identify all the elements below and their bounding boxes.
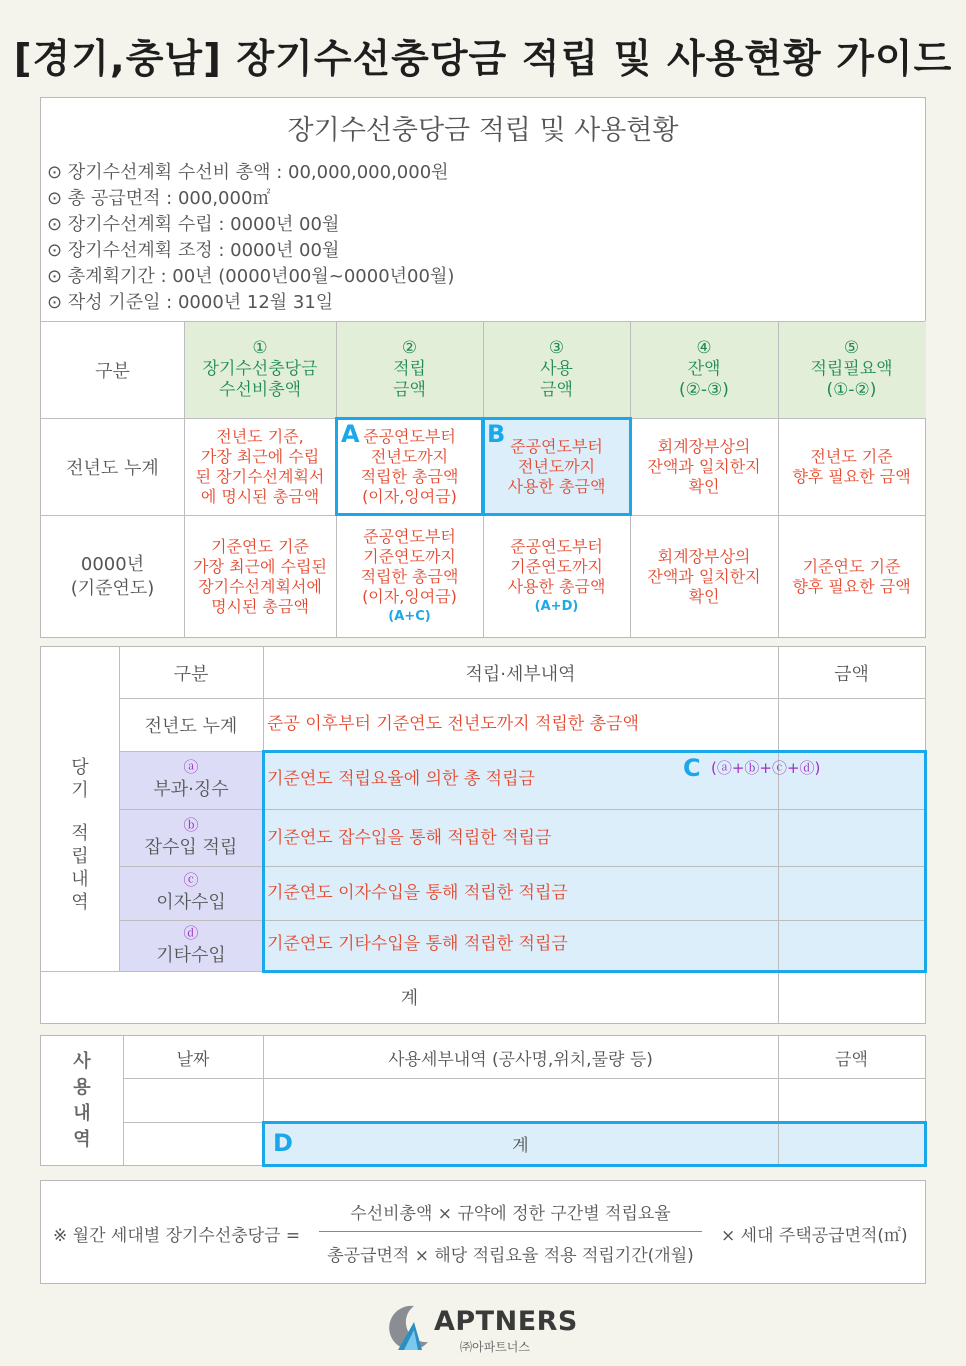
row2-col4: 회계장부상의 잔액과 일치한지 확인	[647, 546, 761, 606]
circle-d: ⓓ	[183, 923, 199, 942]
row2-col2: 준공연도부터 기준연도까지 적립한 총금액 (이자,잉여금) (A+C)	[336, 515, 483, 638]
row1-col3: 준공연도부터 전년도까지 사용한 총금액	[507, 436, 606, 496]
header-col-2: ② 적립 금액	[393, 338, 426, 400]
header-label: 구분	[95, 360, 130, 382]
logo-sub: ㈜아파트너스	[460, 1340, 530, 1354]
row-detail-misc-income: 기준연도 잡수입을 통해 적립한 적립금	[267, 828, 552, 848]
header-detail: 적립·세부내역	[465, 663, 576, 685]
info-line: ⊙ 장기수선계획 수선비 총액 : 00,000,000,000원	[47, 162, 449, 183]
row-detail-levy: 기준연도 적립요율에 의한 총 적립금	[267, 769, 535, 789]
formula-box	[40, 1180, 926, 1284]
header-col-5: ⑤ 적립필요액 (①-②)	[810, 338, 893, 400]
circle-c: ⓒ	[183, 871, 199, 889]
header-date: 날짜	[176, 1049, 210, 1070]
formula-numerator: 수선비총액 × 규약에 정한 구간별 적립요율	[350, 1204, 671, 1224]
note-a-plus-d: (A+D)	[534, 598, 579, 614]
total-label: 계	[400, 988, 419, 1009]
usage-table	[40, 1035, 926, 1166]
header-usage-detail: 사용세부내역 (공사명,위치,물량 등)	[388, 1049, 653, 1070]
accumulation-table	[40, 646, 926, 1024]
row-detail-interest: 기준연도 이자수입을 통해 적립한 적립금	[267, 883, 568, 903]
status-table	[40, 97, 926, 638]
info-line: ⊙ 장기수선계획 조정 : 0000년 00월	[47, 240, 340, 261]
note-a-plus-c: (A+C)	[388, 608, 431, 624]
row-label-levy: ⓐ 부과·징수	[153, 758, 229, 800]
row-detail-other: 기준연도 기타수입을 통해 적립한 적립금	[267, 934, 568, 954]
row-label-base-year: 0000년 (기준연도)	[70, 553, 155, 599]
highlight-box-d	[262, 1121, 927, 1167]
info-line: ⊙ 장기수선계획 수립 : 0000년 00월	[47, 214, 340, 235]
usage-side-label: 사 용 내 역	[73, 1050, 91, 1150]
row-label-other: ⓓ 기타수입	[156, 923, 226, 966]
logo-brand: APTNERS	[434, 1306, 578, 1337]
formula-suffix: × 세대 주택공급면적(㎡)	[721, 1226, 908, 1246]
c-formula: (ⓐ+ⓑ+ⓒ+ⓓ)	[711, 759, 821, 777]
row2-col5: 기준연도 기준 향후 필요한 금액	[792, 556, 911, 596]
row-label-misc-income: ⓑ 잡수입 적립	[144, 815, 238, 858]
header-category: 구분	[173, 663, 209, 685]
row1-col2: 준공연도부터 전년도까지 적립한 총금액 (이자,잉여금)	[360, 426, 459, 506]
row1-col1: 전년도 기준, 가장 최근에 수립 된 장기수선계획서 에 명시된 총금액	[195, 426, 325, 506]
row2-col3: 준공연도부터 기준연도까지 사용한 총금액 (A+D)	[483, 515, 630, 638]
header-col-1: ① 장기수선충당금 수선비총액	[202, 338, 318, 400]
label-b: B	[487, 420, 506, 448]
circle-b: ⓑ	[183, 815, 199, 834]
info-line: ⊙ 총계획기간 : 00년 (0000년00월~0000년00월)	[47, 266, 455, 287]
info-line: ⊙ 총 공급면적 : 000,000㎡	[47, 188, 271, 209]
header-col-3: ③ 사용 금액	[540, 338, 573, 400]
logo	[384, 1302, 584, 1354]
row-label-prev: 전년도 누계	[66, 457, 159, 479]
formula-prefix: ※ 월간 세대별 장기수선충당금 =	[53, 1226, 301, 1246]
highlight-box-c	[262, 750, 927, 973]
row-label-interest: ⓒ 이자수입	[156, 871, 226, 913]
row2-col1: 기준연도 기준 가장 최근에 수립된 장기수선계획서에 명시된 총금액	[193, 536, 327, 616]
row-detail-prev: 준공 이후부터 기준연도 전년도까지 적립한 총금액	[267, 714, 639, 734]
logo-icon	[384, 1302, 430, 1354]
circle-a: ⓐ	[183, 758, 199, 776]
label-c: C	[683, 754, 701, 782]
row-label-prev: 전년도 누계	[144, 715, 238, 737]
usage-total-label: 계	[512, 1136, 529, 1156]
header-usage-amount: 금액	[835, 1049, 868, 1070]
info-line: ⊙ 작성 기준일 : 0000년 12월 31일	[47, 292, 334, 313]
label-d: D	[273, 1129, 293, 1157]
row1-col5: 전년도 기준 향후 필요한 금액	[792, 446, 911, 486]
side-label: 당 기 적 립 내 역	[71, 756, 89, 913]
status-table-heading: 장기수선충당금 적립 및 사용현황	[287, 115, 679, 146]
page-title: [경기,충남] 장기수선충당금 적립 및 사용현황 가이드	[13, 37, 953, 82]
row1-col4: 회계장부상의 잔액과 일치한지 확인	[647, 436, 761, 496]
formula-denominator: 총공급면적 × 해당 적립요율 적용 적립기간(개월)	[327, 1246, 694, 1266]
label-a: A	[341, 420, 360, 448]
header-amount: 금액	[834, 663, 869, 685]
fraction-line	[319, 1231, 702, 1232]
header-col-4: ④ 잔액 (②-③)	[679, 338, 729, 400]
